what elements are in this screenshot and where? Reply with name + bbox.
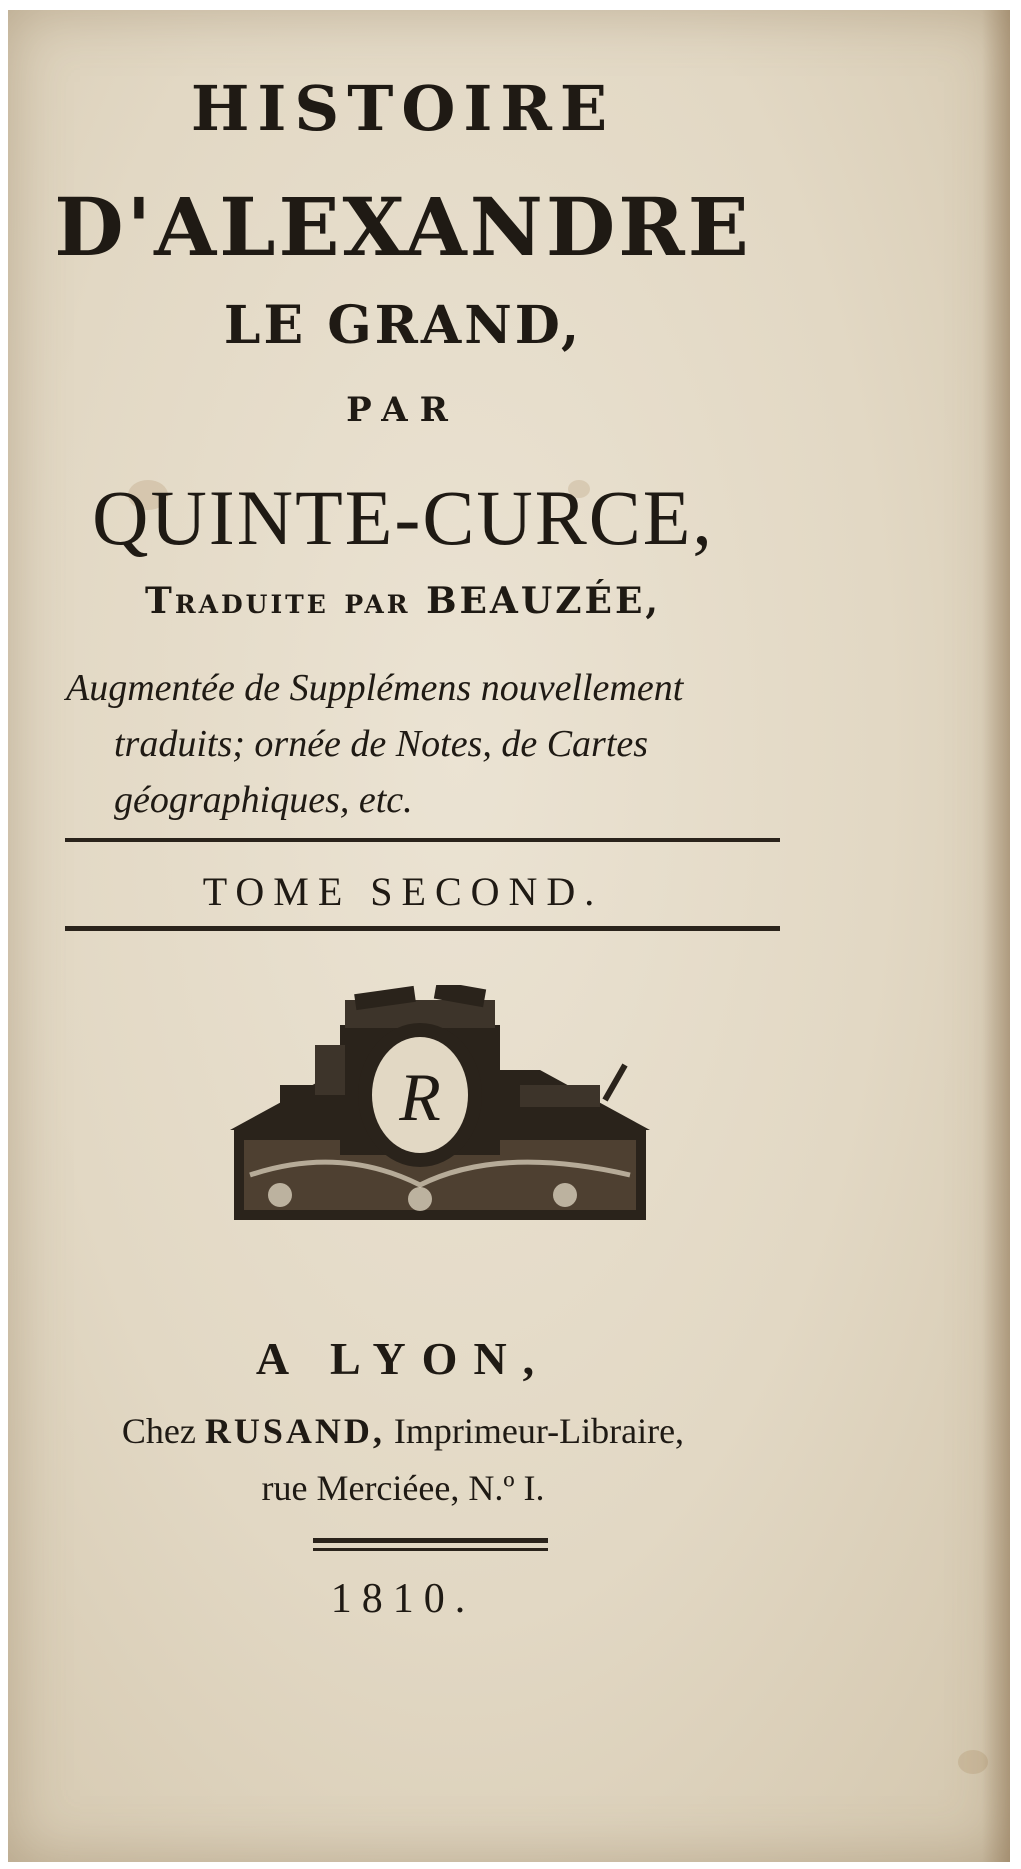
emblem-monogram: R	[399, 1059, 441, 1135]
translator-name: BEAUZÉE,	[426, 580, 661, 622]
publication-year: 1810.	[330, 1576, 476, 1622]
printer-name: RUSAND,	[204, 1411, 385, 1451]
description-line-3: géographiques, etc.	[114, 779, 413, 821]
title-line-3: LE GRAND,	[223, 295, 583, 356]
title-line-2: D'ALEXANDRE	[54, 180, 752, 274]
title-page	[8, 10, 1010, 1862]
description	[66, 660, 806, 828]
title-line-1: HISTOIRE	[190, 72, 616, 145]
translator-prefix: Traduite par	[145, 580, 411, 622]
year-rule-top	[313, 1538, 548, 1543]
printer-emblem-icon	[220, 985, 660, 1245]
printer-address: rue Merciéee, N.º I.	[261, 1468, 545, 1508]
printer-suffix: Imprimeur-Libraire,	[393, 1411, 685, 1451]
description-line-2: traduits; ornée de Notes, de Cartes	[114, 723, 649, 765]
place-of-publication: A LYON,	[255, 1333, 551, 1384]
by-line: PAR	[346, 390, 460, 430]
printer-prefix: Chez	[121, 1411, 196, 1451]
bottom-rule	[65, 926, 780, 931]
author-name: QUINTE-CURCE,	[92, 474, 714, 561]
volume-label: TOME SECOND.	[202, 869, 604, 914]
top-rule	[65, 838, 780, 842]
translator-line	[8, 580, 798, 622]
printer-line	[8, 1410, 798, 1452]
description-line-1: Augmentée de Supplémens nouvellement	[66, 667, 684, 709]
year-rule-bottom	[313, 1548, 548, 1551]
foxing-spot	[958, 1750, 988, 1774]
